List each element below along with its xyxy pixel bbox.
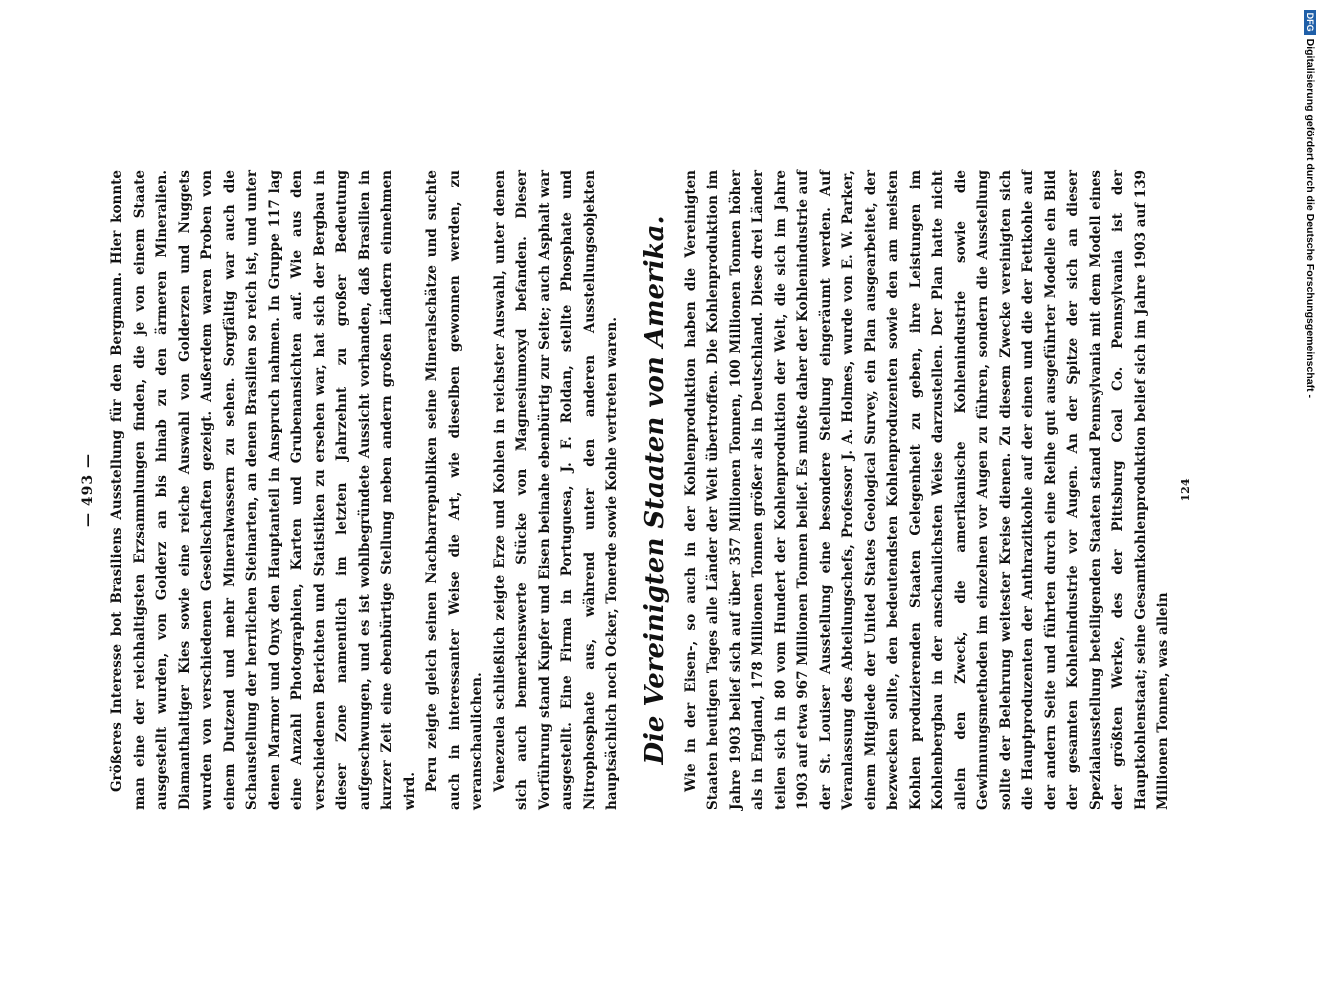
rotated-book-page [80, 170, 1192, 810]
dfg-attribution-strip [1300, 8, 1320, 398]
paragraph-peru: Peru zeigte gleich seinen Nachbarrepubliken seine Mineralschätze und suchte auch in interessanter Weise die Art, wie dieselben gewonnen werden, zu veranschaulichen. [424, 170, 485, 810]
paragraph-brasilien: Größeres Interesse bot Brasiliens Ausstellung für den Bergmann. Hier konnte man eine der reichhaltigsten Erzsammlungen finden, die je von einem Staate ausgestellt wurden, von Golderz an bis hinab zu den ärmeren Mineralien. Diamanthaltiger Kies sowie eine reiche Auswahl von Golderzen und Nuggets wurden von verschiedenen Gesellschaften gezeigt. Außerdem waren Proben von einem Dutzend und mehr Mineralwassern zu sehen. Sorgfältig war auch die Schaustellung der herrlichen Steinarten, an denen Brasilien so reich ist, und unter denen Marmor und Onyx den Hauptanteil in Anspruch nahmen. In Gruppe 117 lag eine Anzahl Photographien, Karten und Grubenansichten auf. Wie aus den verschiedenen Berichten und Statistiken zu ersehen war, hat sich der Bergbau in dieser Zone namentlich im letzten Jahrzehnt zu großer Bedeutung aufgeschwungen, und es ist wohlbegründete Aussicht vorhanden, daß Brasilien in kurzer Zeit eine ebenbürtige Stellung neben andern großen Ländern einnehmen wird. [109, 170, 418, 810]
page-number-header: — 493 — [80, 453, 96, 527]
signature-mark: 124 [1178, 478, 1192, 502]
section-title: Die Vereinigten Staaten von Amerika. [639, 215, 670, 765]
paragraph-venezuela: Venezuela schließlich zeigte Erze und Kohlen in reichster Auswahl, unter denen sich auch bemerkenswerte Stücke von Magnesiumoxyd befanden. Dieser Vorführung stand Kupfer und Eisen beinahe ebenbürtig zur Seite; auch Asphalt war ausgestellt. Eine Firma in Portuguesa, J. F. Roldan, stellte Phosphate und Nitrophosphate aus, während unter den anderen Ausstellungsobjekten hauptsächlich noch Ocker, Tonerde sowie Kohle vertreten waren. [491, 170, 620, 810]
attribution-text: Digitalisierung gefördert durch die Deutsche Forschungsgemeinschaft - [1304, 38, 1316, 398]
dfg-logo: DFG [1304, 10, 1316, 35]
paragraph-vereinigte-staaten: Wie in der Eisen-, so auch in der Kohlenproduktion haben die Vereinigten Staaten heutigen Tages alle Länder der Welt übertroffen. Die Kohlenproduktion im Jahre 1903 belief sich auf über 357 Millionen Tonnen, 100 Millionen Tonnen höher als in England, 178 Millionen Tonnen größer als in Deutschland. Diese drei Länder teilen sich in 80 vom Hundert der Kohlenproduktion der Welt, die sich im Jahre 1903 auf etwa 967 Millionen Tonnen belief. Es mußte daher der Kohlenindustrie auf der St. Louiser Ausstellung eine besondere Stellung eingeräumt werden. Auf Veranlassung des Abteilungschefs, Professor J. A. Holmes, wurde von E. W. Parker, einem Mitgliede der United States Geological Survey, ein Plan ausgearbeitet, der bezwecken sollte, den bedeutendsten Kohlenproduzenten sowie den am meisten Kohlen produzierenden Staaten Gelegenheit zu geben, ihre Leistungen im Kohlenbergbau in der anschaulichsten Weise darzustellen. Der Plan hatte nicht allein den Zweck, die amerikanische Kohlenindustrie sowie die Gewinnungsmethoden im einzelnen vor Augen zu führen, sondern die Ausstellung sollte der Belehrung weitester Kreise dienen. Zu diesem Zwecke vereinigten sich die Hauptproduzenten der Anthrazitkohle auf der einen und die der Fettkohle auf der andern Seite und führten durch eine Reihe gut ausgeführter Modelle ein Bild der gesamten Kohlenindustrie vor Augen. An der Spitze der sich an dieser Spezialausstellung beteiligenden Staaten stand Pennsylvania mit dem Modell eines der größten Werke, des der Pittsburg Coal Co. Pennsylvania ist der Hauptkohlenstaat; seine Gesamtkohlenproduktion belief sich im Jahre 1903 auf 139 Millionen Tonnen, was allein [682, 170, 1171, 810]
